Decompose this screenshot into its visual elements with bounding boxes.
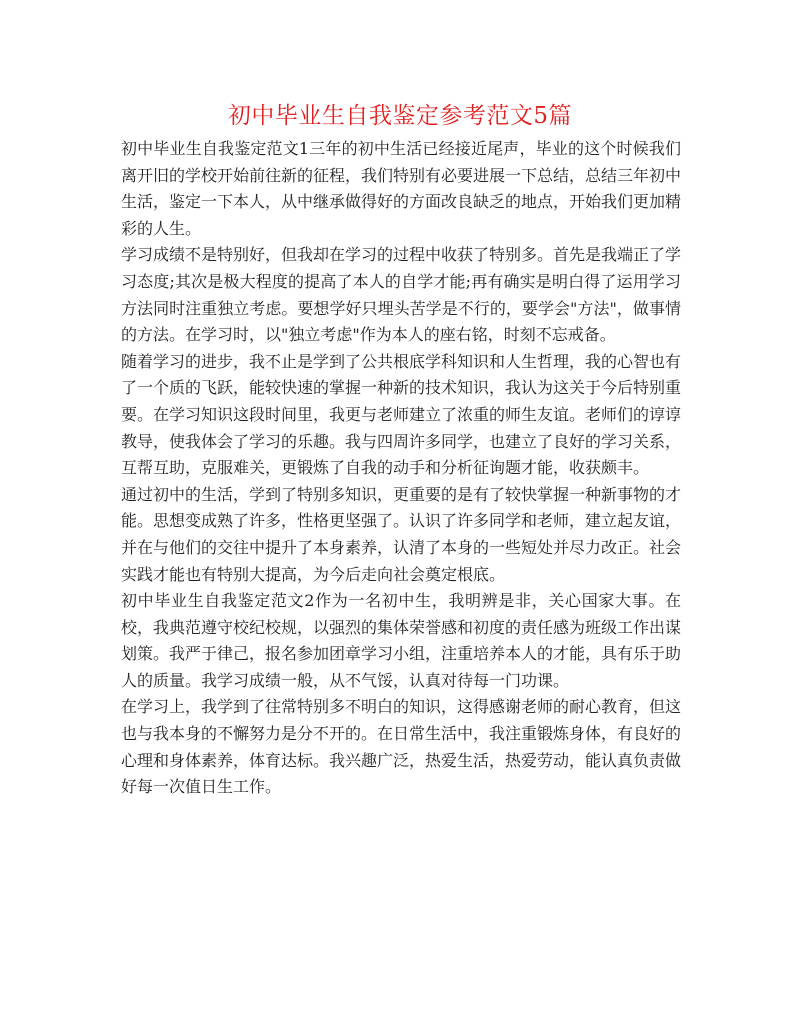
paragraph-1: 初中毕业生自我鉴定范文1三年的初中生活已经接近尾声，毕业的这个时候我们离开旧的学校开始前往新的征程，我们特别有必要进展一下总结，总结三年初中生活，鉴定一下本人，从中继承做得好的方面改良缺乏的地点，开始我们更加精彩的人生。 <box>121 139 682 238</box>
paragraph-2: 学习成绩不是特别好，但我却在学习的过程中收获了特别多。首先是我端正了学习态度;其次是极大程度的提高了本人的自学才能;再有确实是明白得了运用学习方法同时注重独立考虑。要想学好只埋头苦学是不行的，要学会"方法"，做事情的方法。在学习时，以"独立考虑"作为本人的座右铭，时刻不忘戒备。 <box>121 245 682 345</box>
paragraph-4: 通过初中的生活，学到了特别多知识，更重要的是有了较快掌握一种新事物的才能。思想变成熟了许多，性格更坚强了。认识了许多同学和老师，建立起友谊，并在与他们的交往中提升了本身素养，认清了本身的一些短处并尽力改正。社会实践才能也有特别大提高，为今后走向社会奠定根底。 <box>121 484 682 584</box>
paragraph-3: 随着学习的进步，我不止是学到了公共根底学科知识和人生哲理，我的心智也有了一个质的飞跃，能较快速的掌握一种新的技术知识，我认为这关于今后特别重要。在学习知识这段时间里，我更与老师建立了浓重的师生友谊。老师们的谆谆教导，使我体会了学习的乐趣。我与四周许多同学，也建立了良好的学习关系，互帮互助，克服难关，更锻炼了自我的动手和分析征询题才能，收获颇丰。 <box>121 351 682 478</box>
document-title: 初中毕业生自我鉴定参考范文5篇 <box>227 103 573 129</box>
paragraph-5: 初中毕业生自我鉴定范文2作为一名初中生，我明辨是非，关心国家大事。在校，我典范遵守校纪校规，以强烈的集体荣誉感和初度的责任感为班级工作出谋划策。我严于律己，报名参加团章学习小组，注重培养本人的才能，具有乐于助人的质量。我学习成绩一般，从不气馁，认真对待每一门功课。 <box>121 591 682 690</box>
document-body <box>121 136 681 801</box>
paragraph-6: 在学习上，我学到了往常特别多不明白的知识，这得感谢老师的耐心教育，但这也与我本身的不懈努力是分不开的。在日常生活中，我注重锻炼身体，有良好的心理和身体素养，体育达标。我兴趣广泛，热爱生活，热爱劳动，能认真负责做好每一次值日生工作。 <box>121 697 682 797</box>
